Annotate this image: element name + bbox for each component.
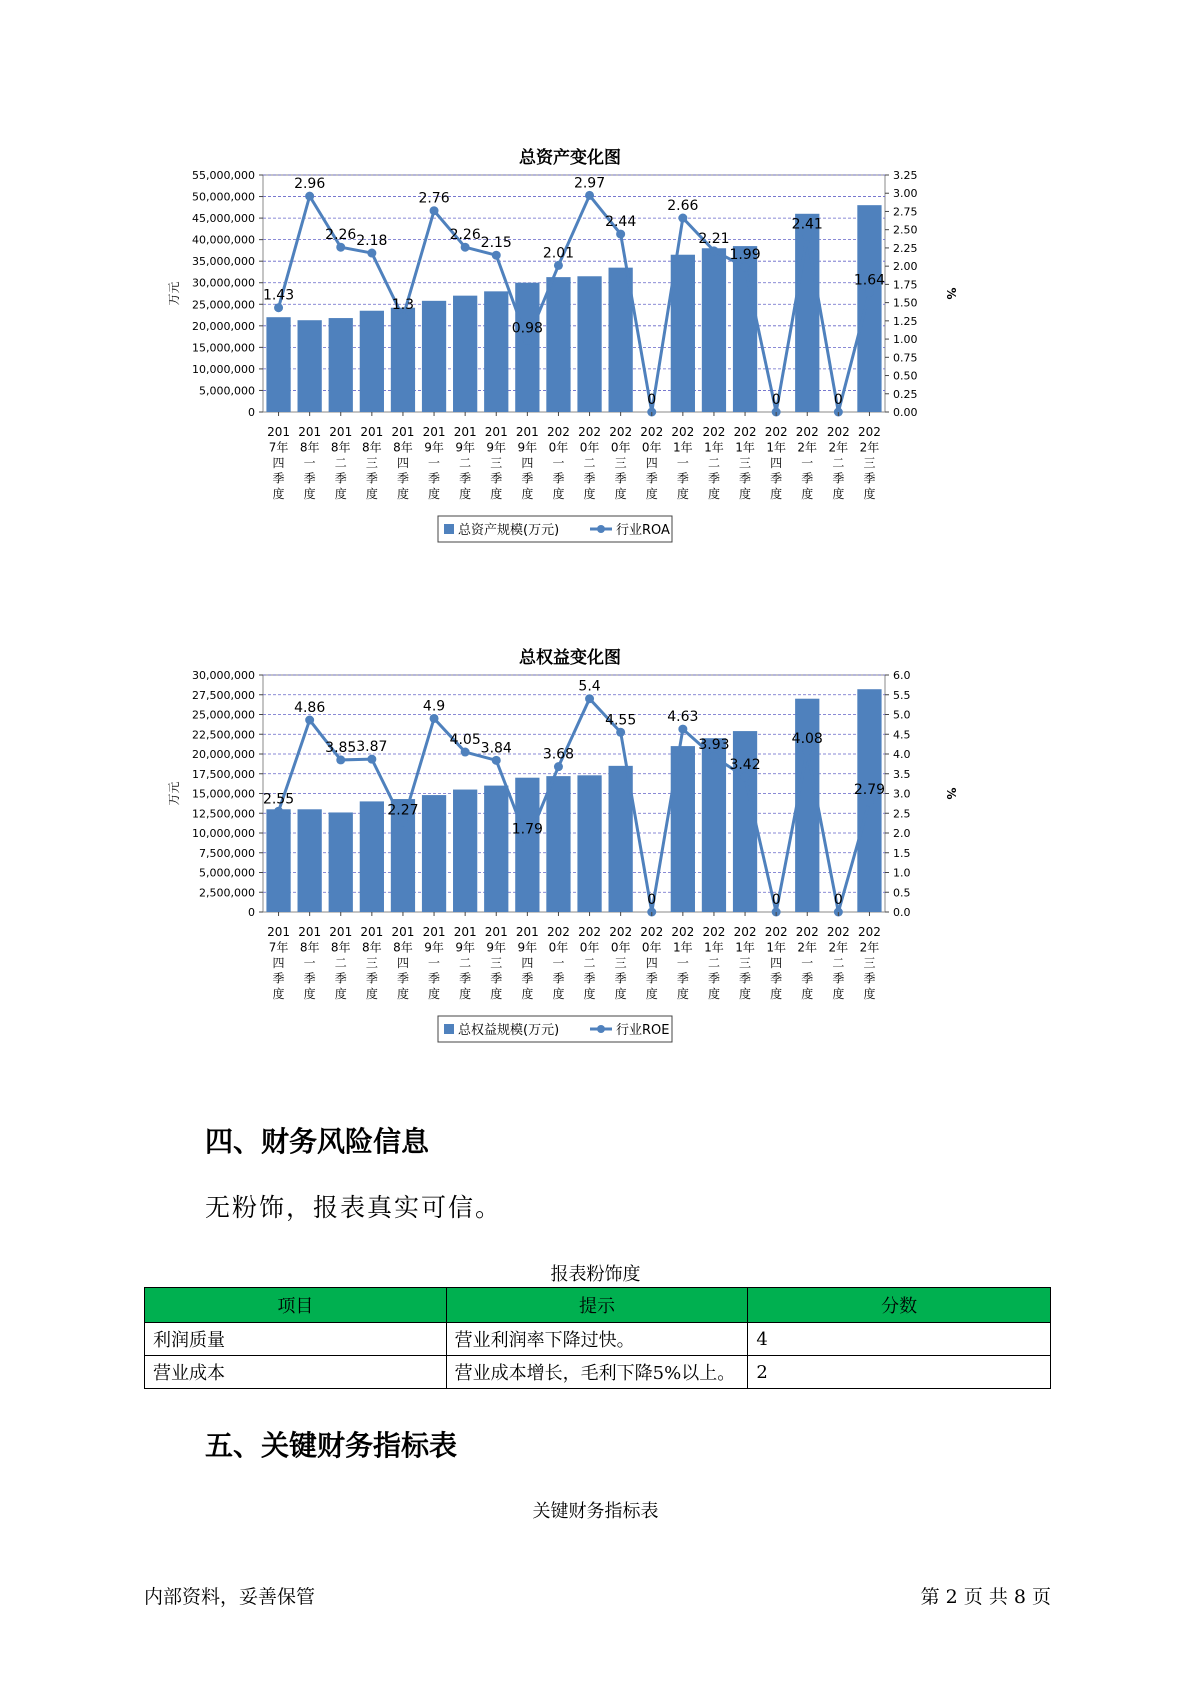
- y-tick-label: 30,000,000: [192, 276, 255, 290]
- bar: [484, 786, 508, 912]
- bar: [422, 795, 446, 912]
- data-label: 1.99: [729, 246, 761, 263]
- section4-title: 四、财务风险信息: [205, 1125, 430, 1158]
- x-tick-label: 201 9年三季度: [484, 925, 508, 1001]
- y2-tick-label: 0.5: [893, 886, 911, 900]
- x-tick-label: 202 1年三季度: [733, 925, 757, 1001]
- data-label: 2.27: [387, 802, 419, 819]
- line-point: [678, 214, 687, 223]
- y-tick-label: 0: [248, 406, 255, 419]
- x-tick-label: 201 9年四季度: [515, 425, 539, 501]
- y2-tick-label: 2.75: [893, 205, 918, 219]
- x-tick-label: 202 2年一季度: [795, 425, 819, 501]
- x-tick-label: 202 2年二季度: [826, 925, 850, 1001]
- y-tick-label: 40,000,000: [192, 233, 255, 247]
- x-tick-label: 202 0年二季度: [578, 425, 602, 501]
- x-tick-label: 201 8年四季度: [391, 925, 415, 1001]
- section5-caption: 关键财务指标表: [532, 1501, 659, 1522]
- x-tick-label: 201 9年三季度: [484, 425, 508, 501]
- chart-title-equity: 总权益变化图: [519, 648, 621, 668]
- line-point: [616, 230, 625, 239]
- y-tick-label: 55,000,000: [192, 169, 255, 182]
- y2-tick-label: 0.25: [893, 387, 918, 401]
- table-row: [145, 1323, 1051, 1356]
- data-label: 2.15: [480, 235, 512, 252]
- legend-line-label: 行业ROA: [616, 523, 670, 538]
- cell-hint: 营业利润率下降过快。: [446, 1323, 748, 1356]
- data-label: 1.43: [262, 287, 295, 304]
- data-label: 3.87: [356, 739, 388, 756]
- line-point: [585, 191, 594, 200]
- header-score: 分数: [748, 1288, 1051, 1323]
- header-hint: 提示: [446, 1288, 748, 1323]
- page-number: 第 2 页 共 8 页: [920, 1586, 1051, 1608]
- bar: [298, 320, 322, 412]
- x-tick-label: 202 2年一季度: [795, 925, 819, 1001]
- data-label: 4.08: [791, 730, 823, 747]
- chart-title-assets: 总资产变化图: [519, 148, 621, 168]
- y-tick-label: 20,000,000: [192, 748, 255, 761]
- data-label: 2.79: [853, 781, 886, 798]
- y2-tick-label: 2.0: [893, 827, 911, 840]
- y-tick-label: 10,000,000: [192, 362, 255, 376]
- line-point: [305, 192, 314, 201]
- data-label: 2.21: [698, 230, 730, 247]
- x-tick-label: 202 1年二季度: [702, 925, 726, 1001]
- bar: [702, 248, 726, 412]
- bar: [360, 311, 384, 412]
- risk-table: [144, 1287, 1051, 1389]
- y-tick-label: 25,000,000: [192, 298, 255, 312]
- legend-line-label: 行业ROE: [616, 1023, 670, 1038]
- data-label: 2.66: [667, 198, 699, 215]
- y2-tick-label: 5.5: [893, 688, 911, 702]
- data-label: 4.63: [667, 709, 699, 726]
- x-tick-label: 202 1年三季度: [733, 425, 757, 501]
- bar: [266, 809, 290, 912]
- line-point: [803, 746, 812, 755]
- y-tick-label: 35,000,000: [192, 255, 255, 269]
- y-axis-label: 万元: [167, 781, 181, 806]
- cell-item: 利润质量: [145, 1323, 447, 1356]
- y2-tick-label: 1.0: [893, 866, 911, 880]
- y-tick-label: 5,000,000: [199, 384, 255, 398]
- y-tick-label: 2,500,000: [199, 886, 255, 900]
- data-label: 4.86: [294, 700, 326, 717]
- line-point: [554, 762, 563, 771]
- line-point: [461, 748, 470, 757]
- bar: [422, 301, 446, 412]
- line-point: [616, 728, 625, 737]
- line-point: [461, 243, 470, 252]
- y-tick-label: 27,500,000: [192, 688, 255, 702]
- y2-tick-label: 1.5: [893, 846, 911, 860]
- x-tick-label: 202 1年一季度: [671, 925, 695, 1001]
- bar: [266, 317, 290, 412]
- data-label: 0: [647, 392, 657, 408]
- y2-tick-label: 0.75: [893, 351, 918, 365]
- line-point: [492, 756, 501, 765]
- line-point: [430, 206, 439, 215]
- line-point: [554, 261, 563, 270]
- x-tick-label: 201 8年三季度: [360, 925, 384, 1001]
- table-caption: 报表粉饰度: [550, 1264, 641, 1285]
- y2-tick-label: 3.25: [893, 169, 918, 182]
- x-tick-label: 201 9年四季度: [515, 925, 539, 1001]
- y-tick-label: 0: [248, 906, 255, 919]
- line-point: [678, 725, 687, 734]
- y2-tick-label: 3.0: [893, 787, 911, 801]
- y-tick-label: 12,500,000: [192, 807, 255, 821]
- data-label: 0: [833, 392, 843, 408]
- cell-score: 4: [748, 1323, 1051, 1356]
- line-point: [430, 714, 439, 723]
- data-label: 0: [771, 392, 781, 408]
- y2-tick-label: 2.00: [893, 260, 918, 274]
- legend-line-marker: [597, 1025, 605, 1033]
- y2-axis-label: %: [944, 787, 958, 800]
- x-tick-label: 202 0年一季度: [546, 425, 570, 501]
- x-tick-label: 202 1年四季度: [764, 925, 788, 1001]
- x-tick-label: 201 7年四季度: [267, 925, 291, 1001]
- bar: [515, 283, 539, 412]
- table-header-row: [145, 1288, 1051, 1323]
- line-point: [398, 313, 407, 322]
- y2-tick-label: 1.00: [893, 333, 918, 347]
- line-point: [492, 251, 501, 260]
- data-label: 2.18: [356, 233, 388, 250]
- data-label: 3.84: [480, 740, 512, 757]
- total-equity-chart: [167, 669, 970, 1090]
- x-tick-label: 202 1年四季度: [764, 425, 788, 501]
- y2-tick-label: 3.00: [893, 187, 918, 201]
- x-tick-label: 202 2年三季度: [857, 425, 881, 501]
- line-point: [865, 797, 874, 806]
- bar: [360, 801, 384, 912]
- data-label: 2.01: [542, 245, 575, 262]
- y2-tick-label: 0.0: [893, 906, 911, 919]
- bar: [484, 291, 508, 412]
- bar: [453, 296, 477, 412]
- section4-text: 无粉饰，报表真实可信。: [205, 1193, 503, 1222]
- data-label: 0: [647, 892, 657, 908]
- data-label: 3.68: [542, 746, 575, 763]
- data-label: 2.26: [449, 227, 481, 244]
- data-label: 4.9: [422, 698, 446, 715]
- y2-tick-label: 5.0: [893, 708, 911, 722]
- line-point: [523, 336, 532, 345]
- data-label: 5.4: [578, 678, 601, 695]
- y-tick-label: 25,000,000: [192, 708, 255, 722]
- data-label: 2.55: [262, 791, 295, 808]
- y2-tick-label: 2.50: [893, 223, 918, 237]
- bar: [546, 776, 570, 912]
- y2-tick-label: 6.0: [893, 669, 911, 682]
- data-label: 0: [771, 892, 781, 908]
- line-point: [336, 755, 345, 764]
- bar: [546, 277, 570, 412]
- x-tick-label: 202 0年四季度: [640, 925, 664, 1001]
- y2-axis-label: %: [944, 287, 958, 300]
- bar: [298, 809, 322, 912]
- total-assets-chart: [167, 169, 970, 590]
- y-tick-label: 50,000,000: [192, 190, 255, 204]
- y-tick-label: 5,000,000: [199, 866, 255, 880]
- y2-tick-label: 1.75: [893, 278, 918, 292]
- x-tick-label: 201 8年四季度: [391, 425, 415, 501]
- line-point: [305, 716, 314, 725]
- line-point: [709, 246, 718, 255]
- bar: [453, 790, 477, 912]
- y2-tick-label: 1.25: [893, 314, 918, 328]
- legend-bar-swatch: [444, 1024, 454, 1034]
- table-row: [145, 1356, 1051, 1389]
- bar: [702, 738, 726, 912]
- y-tick-label: 30,000,000: [192, 669, 255, 682]
- data-label: 2.97: [573, 175, 606, 192]
- data-label: 2.41: [791, 216, 823, 233]
- y2-tick-label: 0.50: [893, 369, 918, 383]
- y-tick-label: 22,500,000: [192, 728, 255, 742]
- y-tick-label: 15,000,000: [192, 787, 255, 801]
- line-point: [398, 818, 407, 827]
- footer-confidential: 内部资料，妥善保管: [144, 1586, 316, 1608]
- legend-bar-label: 总权益规模(万元): [458, 1023, 560, 1038]
- line-point: [741, 772, 750, 781]
- line-point: [709, 752, 718, 761]
- data-label: 1.64: [853, 272, 886, 289]
- x-tick-label: 202 2年二季度: [826, 425, 850, 501]
- x-tick-label: 201 9年一季度: [422, 425, 446, 501]
- y2-tick-label: 0.00: [893, 406, 918, 419]
- data-label: 3.93: [698, 736, 730, 753]
- x-tick-label: 201 9年二季度: [453, 925, 477, 1001]
- x-tick-label: 202 0年二季度: [578, 925, 602, 1001]
- line-point: [367, 249, 376, 258]
- bar: [391, 308, 415, 412]
- data-label: 0.98: [511, 320, 543, 337]
- data-label: 1.3: [391, 297, 415, 314]
- x-tick-label: 202 0年一季度: [546, 925, 570, 1001]
- header-item: 项目: [145, 1288, 447, 1323]
- line-point: [865, 288, 874, 297]
- y-tick-label: 15,000,000: [192, 341, 255, 355]
- cell-score: 2: [748, 1356, 1051, 1389]
- x-tick-label: 202 1年二季度: [702, 425, 726, 501]
- x-tick-label: 202 0年四季度: [640, 425, 664, 501]
- y2-tick-label: 1.50: [893, 296, 918, 310]
- section5-title: 五、关键财务指标表: [205, 1429, 458, 1462]
- y2-tick-label: 4.0: [893, 748, 911, 761]
- y-axis-label: 万元: [167, 281, 181, 306]
- bar: [857, 205, 881, 412]
- line-point: [274, 303, 283, 312]
- y-tick-label: 7,500,000: [199, 846, 255, 860]
- line-point: [741, 262, 750, 271]
- legend-bar-label: 总资产规模(万元): [458, 523, 560, 538]
- x-tick-label: 201 8年二季度: [329, 425, 353, 501]
- cell-hint: 营业成本增长，毛利下降5%以上。: [446, 1356, 748, 1389]
- legend-bar-swatch: [444, 524, 454, 534]
- line-point: [523, 837, 532, 846]
- cell-item: 营业成本: [145, 1356, 447, 1389]
- x-tick-label: 201 9年一季度: [422, 925, 446, 1001]
- x-tick-label: 201 8年一季度: [298, 925, 322, 1001]
- data-label: 2.26: [325, 227, 357, 244]
- x-tick-label: 201 8年一季度: [298, 425, 322, 501]
- data-label: 4.55: [605, 712, 637, 729]
- x-tick-label: 202 2年三季度: [857, 925, 881, 1001]
- y2-tick-label: 2.25: [893, 241, 918, 255]
- x-tick-label: 202 0年三季度: [609, 425, 633, 501]
- y-tick-label: 10,000,000: [192, 827, 255, 840]
- data-label: 0: [833, 892, 843, 908]
- line-point: [274, 807, 283, 816]
- data-label: 2.96: [294, 176, 326, 193]
- data-label: 4.05: [449, 732, 481, 749]
- data-label: 1.79: [511, 821, 543, 838]
- bar: [329, 812, 353, 912]
- bar: [577, 276, 601, 412]
- line-point: [367, 755, 376, 764]
- x-tick-label: 201 9年二季度: [453, 425, 477, 501]
- x-tick-label: 201 8年二季度: [329, 925, 353, 1001]
- y-tick-label: 45,000,000: [192, 212, 255, 226]
- x-tick-label: 201 8年三季度: [360, 425, 384, 501]
- line-point: [336, 243, 345, 252]
- plot-area: [263, 175, 885, 412]
- data-label: 3.85: [325, 739, 357, 756]
- line-point: [585, 694, 594, 703]
- data-label: 2.44: [605, 214, 637, 231]
- y2-tick-label: 3.5: [893, 767, 911, 781]
- data-label: 2.76: [418, 190, 450, 207]
- legend-line-marker: [597, 525, 605, 533]
- bar: [577, 775, 601, 912]
- data-label: 3.42: [729, 756, 761, 773]
- x-tick-label: 202 1年一季度: [671, 425, 695, 501]
- bar: [329, 318, 353, 412]
- y-tick-label: 17,500,000: [192, 767, 255, 781]
- y-tick-label: 20,000,000: [192, 319, 255, 333]
- x-tick-label: 202 0年三季度: [609, 925, 633, 1001]
- x-tick-label: 201 7年四季度: [267, 425, 291, 501]
- y2-tick-label: 2.5: [893, 807, 911, 821]
- y2-tick-label: 4.5: [893, 728, 911, 742]
- line-point: [803, 232, 812, 241]
